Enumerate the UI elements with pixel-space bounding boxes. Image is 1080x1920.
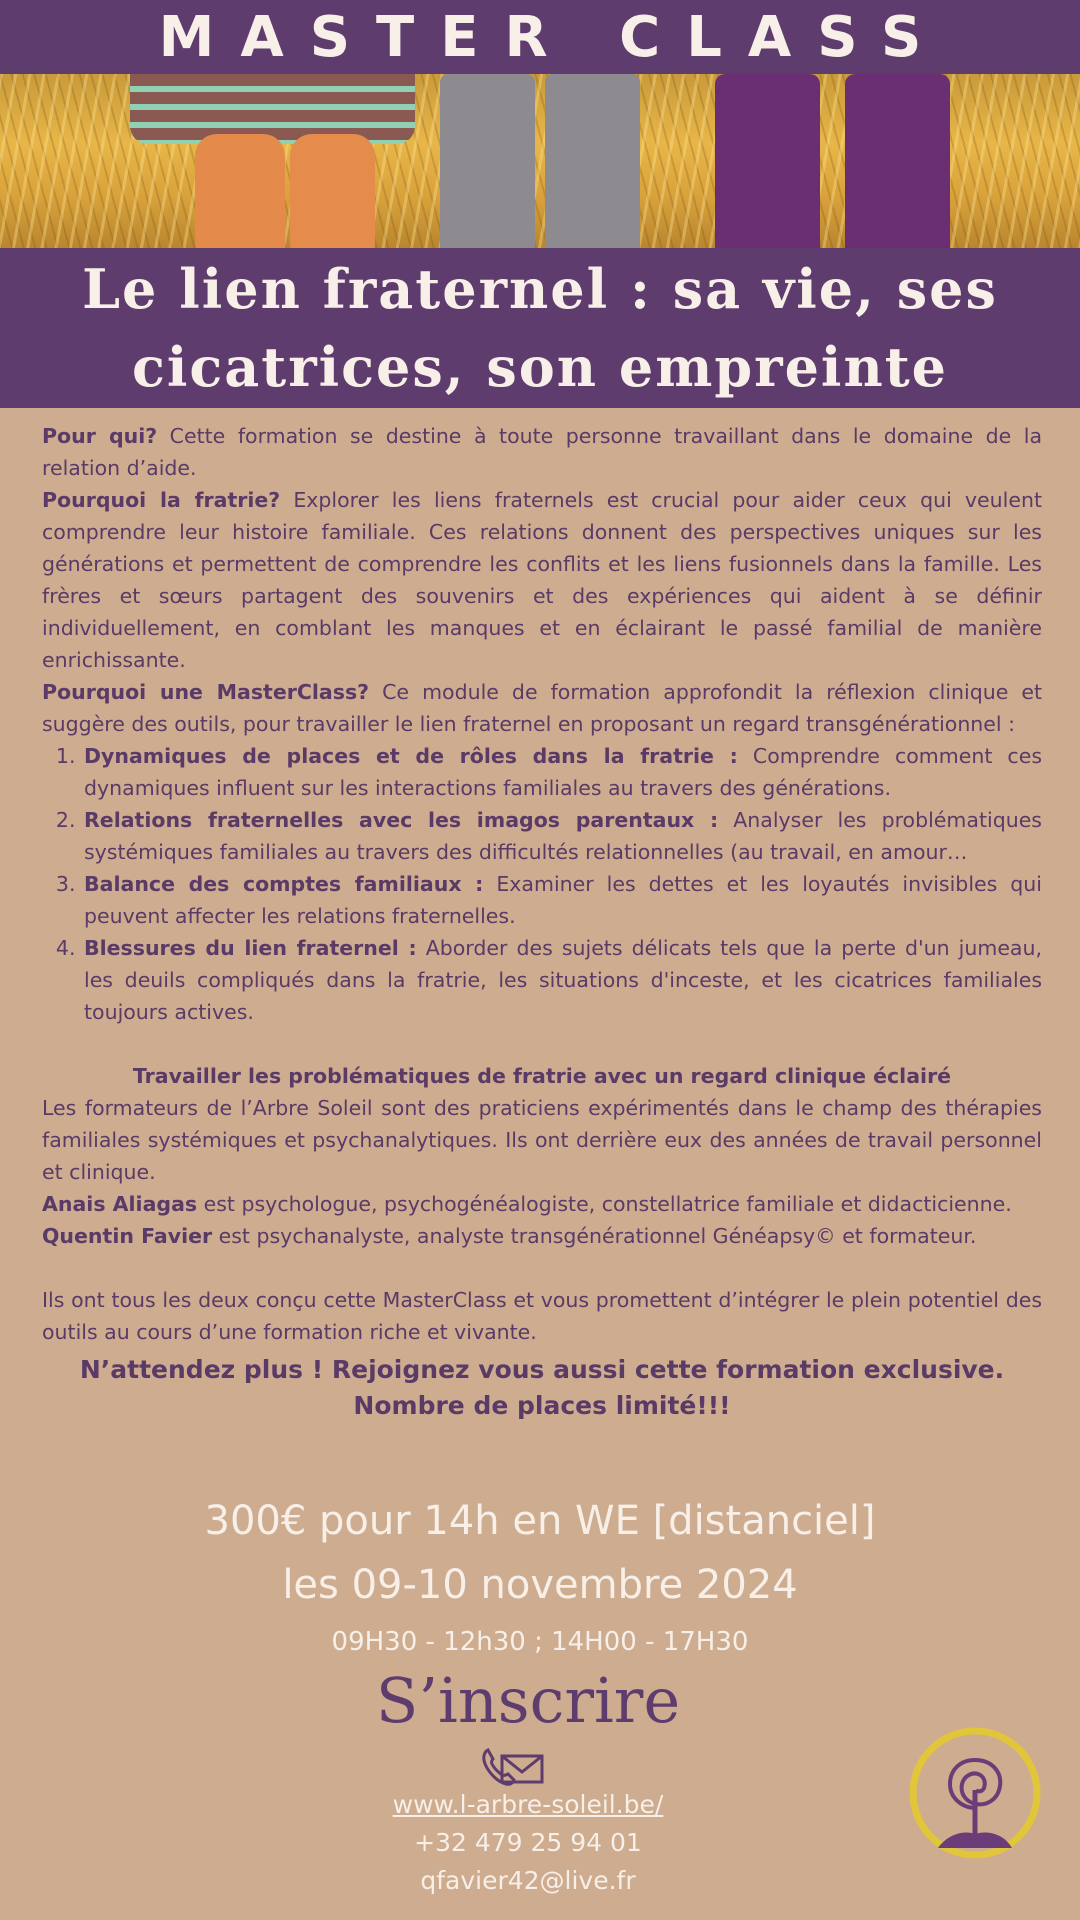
photo-purple-leg (845, 74, 950, 248)
module-text: Examiner les dettes et les loyautés invisibles qui peuvent affecter les relations fraternelles. (84, 872, 1042, 928)
title-line-2: cicatrices, son empreinte (131, 335, 949, 399)
module-text: Analyser les problématiques systémiques familiales au travers des difficultés relationnelles (au travail, en amour… (84, 808, 1042, 864)
email-address[interactable]: qfavier42@live.fr (420, 1866, 636, 1895)
module-title: Dynamiques de places et de rôles dans la fratrie : (84, 744, 738, 768)
pourquoi-masterclass-label: Pourquoi une MasterClass? (42, 680, 370, 704)
pour-qui-text: Cette formation se destine à toute personne travaillant dans le domaine de la relation d’aide. (42, 424, 1043, 480)
hours-line: 09H30 - 12h30 ; 14H00 - 17H30 (331, 1627, 749, 1657)
hero-photo (0, 74, 1080, 248)
title-line-1: Le lien fraternel : sa vie, ses (82, 257, 998, 321)
module-text: Aborder des sujets délicats tels que la perte d'un jumeau, les deuils compliqués dans la fratrie, les situations d'inceste, et les cicatrices familiales toujours actives. (84, 936, 1042, 1024)
module-title: Blessures du lien fraternel : (84, 936, 417, 960)
call-to-action: N’attendez plus ! Rejoignez vous aussi cette formation exclusive. Nombre de places limité!!! (79, 1355, 1005, 1420)
header-banner (0, 0, 1080, 74)
pourquoi-fratrie-label: Pourquoi la fratrie? (42, 488, 281, 512)
module-title: Balance des comptes familiaux : (84, 872, 484, 896)
pour-qui-label: Pour qui? (42, 424, 158, 448)
phone-number[interactable]: +32 479 25 94 01 (414, 1828, 642, 1857)
pourquoi-masterclass-paragraph (42, 676, 1042, 740)
trainers-heading: Travailler les problématiques de fratrie avec un regard clinique éclairé (132, 1064, 952, 1088)
arbre-soleil-logo (908, 1726, 1042, 1860)
list-item (82, 740, 1042, 804)
website-link[interactable]: www.l-arbre-soleil.be/ (392, 1790, 664, 1819)
list-item (82, 804, 1042, 868)
photo-striped-shorts (130, 74, 415, 144)
trainer-anais-name: Anais Aliagas (42, 1192, 198, 1216)
trainer-quentin-text: est psychanalyste, analyste transgénérationnel Généapsy© et formateur. (212, 1224, 977, 1248)
pourquoi-fratrie-text: Explorer les liens fraternels est crucial pour aider ceux qui veulent comprendre leur histoire familiale. Ces relations donnent des perspectives uniques sur les générations et permettent de comprendre les conflits et les liens fusionnels dans la famille. Les frères et sœurs partagent des souvenirs et des expériences qui aident à se définir individuellement, en comblant les manques et en éclairant le passé familial de manière enrichissante. (42, 488, 1042, 672)
module-title: Relations fraternelles avec les imagos parentaux : (84, 808, 719, 832)
page-title (40, 250, 1040, 406)
subtitle-band (0, 248, 1080, 408)
date-line: les 09-10 novembre 2024 (282, 1562, 798, 1608)
trainers-intro: Les formateurs de l’Arbre Soleil sont des praticiens expérimentés dans le champ des thérapies familiales systémiques et psychanalytiques. Ils ont derrière eux des années de travail personnel et clinique. (42, 1096, 1042, 1184)
phone-envelope-icon (480, 1744, 546, 1788)
list-item (82, 932, 1042, 1028)
spacer (42, 1028, 1042, 1060)
trainers-closing: Ils ont tous les deux conçu cette MasterClass et vous promettent d’intégrer le plein potentiel des outils au cours d’une formation riche et vivante. (42, 1288, 1042, 1344)
header-title: MASTER CLASS (158, 4, 948, 70)
trainer-anais-text: est psychologue, psychogénéalogiste, constellatrice familiale et didacticienne. (197, 1192, 1012, 1216)
trainer-anais (42, 1188, 1042, 1220)
photo-jeans-leg (440, 74, 535, 248)
module-text: Comprendre comment ces dynamiques influent sur les interactions familiales au travers des générations. (84, 744, 1042, 800)
trainer-quentin-name: Quentin Favier (42, 1224, 213, 1248)
photo-jeans-leg (545, 74, 640, 248)
pourquoi-masterclass-text: Ce module de formation approfondit la réflexion clinique et suggère des outils, pour travailler le lien fraternel en proposant un regard transgénérationnel : (42, 680, 1043, 736)
photo-leg (195, 134, 285, 248)
main-content (42, 420, 1042, 1424)
register-link[interactable]: S’inscrire (375, 1664, 681, 1737)
pourquoi-fratrie-paragraph (42, 484, 1042, 676)
list-item (82, 868, 1042, 932)
spacer (42, 1252, 1042, 1284)
photo-leg (290, 134, 375, 248)
price-line: 300€ pour 14h en WE [distanciel] (204, 1498, 876, 1544)
pour-qui-paragraph (42, 420, 1042, 484)
trainer-quentin (42, 1220, 1042, 1252)
module-list (42, 740, 1042, 1028)
photo-purple-leg (715, 74, 820, 248)
